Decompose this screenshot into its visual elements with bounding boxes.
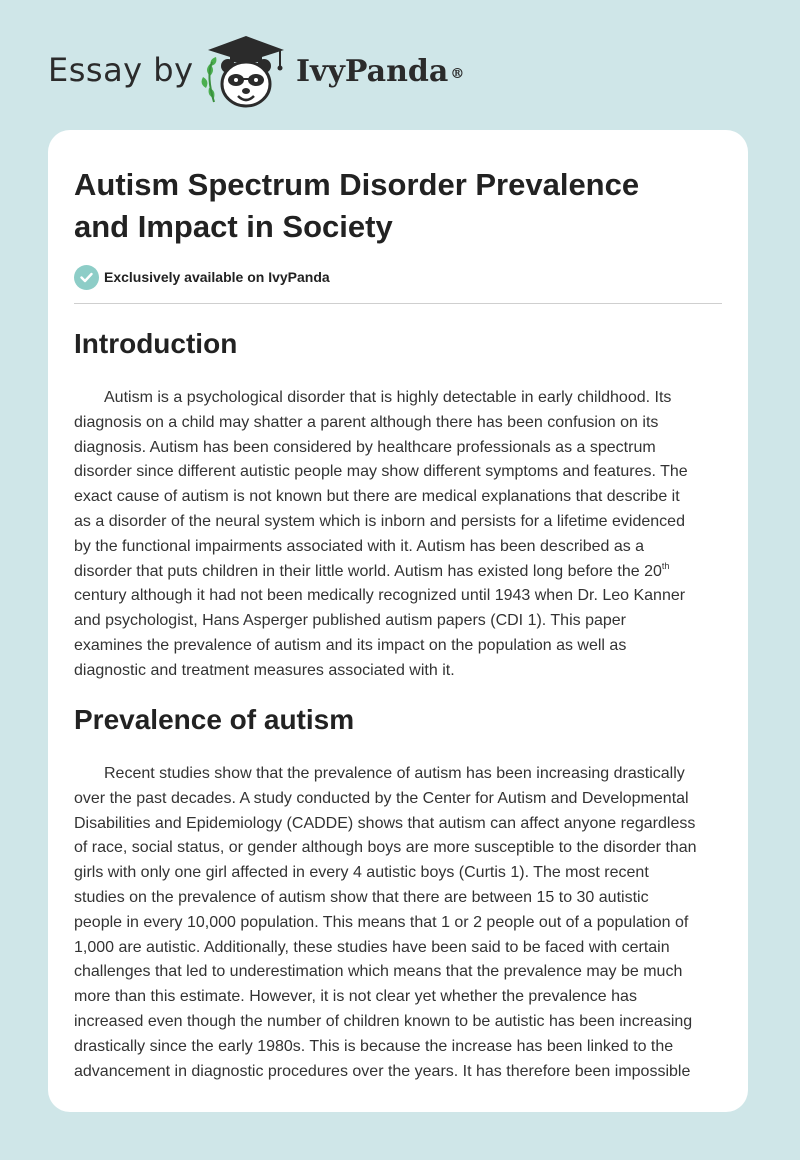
- paragraph-line: drastically since the early 1980s. This is because the increase has been linked to the: [74, 1037, 674, 1055]
- section-heading-prevalence: Prevalence of autism: [74, 704, 355, 735]
- panda-graduate-icon[interactable]: [200, 32, 292, 112]
- exclusive-label: Exclusively available on IvyPanda: [104, 269, 330, 285]
- site-header: [0, 0, 800, 130]
- brand-prefix: Essay by: [48, 51, 194, 89]
- paragraph-line: as a disorder of the neural system which is inborn and persists for a lifetime evidenced: [74, 512, 685, 530]
- title-line: and Impact in Society: [74, 209, 393, 244]
- essay-card: [48, 130, 748, 1112]
- paragraph-line: increased even though the number of children known to be autistic has been increasing: [74, 1012, 693, 1030]
- brand-name-text: IvyPanda: [296, 54, 449, 89]
- paragraph-line: by the functional impairments associated with it. Autism has been described as a: [74, 537, 645, 555]
- paragraph-line: more than this estimate. However, it is not clear yet whether the prevalence has: [74, 988, 637, 1006]
- title-line: Autism Spectrum Disorder Prevalence: [74, 167, 640, 202]
- check-circle-icon: [74, 265, 99, 290]
- paragraph-line: Autism is a psychological disorder that is highly detectable in early childhood. Its: [104, 389, 672, 406]
- paragraph-line: Disabilities and Epidemiology (CADDE) shows that autism can affect anyone regardless: [74, 814, 696, 832]
- paragraph-line: advancement in diagnostic procedures over the years. It has therefore been impossible: [74, 1062, 691, 1080]
- paragraph-line: challenges that led to underestimation which means that the prevalence may be much: [74, 963, 683, 981]
- divider: [74, 303, 722, 304]
- paragraph-line: diagnosis on a child may shatter a parent although there has been confusion on its: [74, 413, 659, 431]
- paragraph-line: exact cause of autism is not known but there are medical explanations that describe it: [74, 488, 680, 506]
- paragraph-line: of race, social status, or gender although boys are more susceptible to the disorder than: [74, 839, 697, 857]
- introduction-paragraph: [74, 386, 722, 684]
- paragraph-line: [74, 560, 722, 585]
- paragraph-line-text: disorder that puts children in their little world. Autism has existed long before the 20: [74, 562, 662, 580]
- section-heading-introduction: Introduction: [74, 328, 238, 359]
- prevalence-paragraph: [74, 762, 722, 1084]
- paragraph-line: diagnostic and treatment measures associated with it.: [74, 661, 455, 679]
- paragraph-line: girls with only one girl affected in every 4 autistic boys (Curtis 1). The most recent: [74, 864, 649, 882]
- paragraph-line: and psychologist, Hans Asperger published autism papers (CDI 1). This paper: [74, 612, 626, 630]
- superscript-th: th: [661, 560, 670, 571]
- paragraph-line: Recent studies show that the prevalence of autism has been increasing drastically: [104, 765, 685, 782]
- paragraph-line: disorder since different autistic people may show different symptoms and features. The: [74, 463, 688, 481]
- paragraph-line: studies on the prevalence of autism show that there are between 15 to 30 autistic: [74, 888, 649, 906]
- brand-name[interactable]: [296, 52, 464, 92]
- essay-title: [74, 164, 722, 248]
- paragraph-line: diagnosis. Autism has been considered by healthcare professionals as a spectrum: [74, 438, 656, 456]
- registered-mark: ®: [450, 66, 465, 82]
- paragraph-line: century although it had not been medically recognized until 1943 when Dr. Leo Kanner: [74, 587, 686, 605]
- paragraph-line: examines the prevalence of autism and its impact on the population as well as: [74, 636, 627, 654]
- paragraph-line: 1,000 are autistic. Additionally, these studies have been said to be faced with certain: [74, 938, 670, 956]
- paragraph-line: over the past decades. A study conducted by the Center for Autism and Developmental: [74, 789, 689, 807]
- paragraph-line: people in every 10,000 population. This means that 1 or 2 people out of a population of: [74, 913, 689, 931]
- exclusive-badge: [74, 263, 330, 291]
